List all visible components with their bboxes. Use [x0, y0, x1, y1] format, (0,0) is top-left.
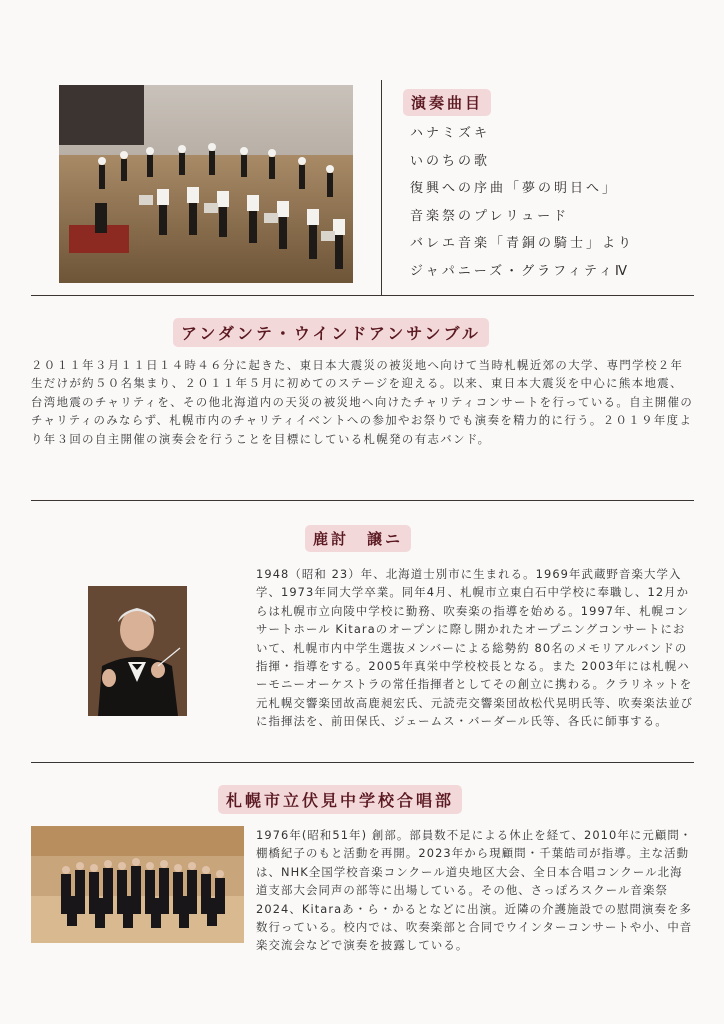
program-item: バレエ音楽「青銅の騎士」より	[410, 236, 635, 252]
program-item: 復興への序曲「夢の明日へ」	[410, 181, 619, 197]
ensemble-description: ２０１１年３月１１日１４時４６分に起きた、東日本大震災の被災地へ向けて当時札幌近郊の大学、専門学校２年生だけが約５０名集まり、２０１１年５月に初めてのステージを迎える。以来、東日本大震災を中心に熊本地震、台湾地震のチャリティを、その他北海道内の天災の被災地へ向けたチャリティコンサートを行っている。自主開催のチャリティのみならず、札幌市内のチャリティイベントへの参加やお祭りでも演奏を精力的に行う。２０１９年度より年３回の自主開催の演奏会を行うことを目標にしている札幌発の有志バンド。	[31, 358, 694, 446]
section-divider-vertical	[381, 80, 382, 295]
choir-photo	[31, 826, 244, 943]
section-divider	[31, 762, 694, 763]
section-divider	[31, 295, 694, 296]
choir-description: 1976年(昭和51年) 創部。部員数不足による休止を経て、2010年に元顧問・棚橋紀子のもと活動を再開。2023年から現顧問・千葉皓司が指導。主な活動は、NHK全国学校音楽コンクール道央地区大会、全日本合唱コンクール北海道支部大会同声の部等に出場している。その他、さっぽろスクール音楽祭2024、Kitaraあ・ら・かるとなどに出演。近隣の介護施設での慰問演奏を多数行っている。校内では、吹奏楽部と合同でウインターコンサートや小、中音楽交流会などで演奏を披露している。	[256, 828, 693, 953]
program-item: 音楽祭のプレリュード	[410, 208, 570, 224]
program-item: いのちの歌	[410, 153, 491, 169]
program-item: ジャパニーズ・グラフィティⅣ	[410, 263, 631, 279]
choir-heading: 札幌市立伏見中学校合唱部	[218, 785, 462, 814]
ensemble-heading: アンダンテ・ウインドアンサンブル	[173, 318, 489, 347]
section-divider	[31, 500, 694, 501]
band-photo	[59, 85, 353, 283]
program-item: ハナミズキ	[410, 126, 491, 141]
conductor-bio: 1948（昭和 23）年、北海道士別市に生まれる。1969年武蔵野音楽大学入学、1973年同大学卒業。同年4月、札幌市立東白石中学校に奉職し、12月からは札幌市立向陵中学校に勤務、吹奏楽の指導を始める。1997年、札幌コンサートホール Kitaraのオープンに際し開かれたオープニングコンサートにおいて、札幌市内中学生選抜メンバーによる総勢約 80名のメモリアルバンドの指揮・指導をする。2005年真栄中学校校長となる。また 2003年には札幌ハーモニーオーケストラの常任指揮者としてその創立に携わる。クラリネットを元札幌交響楽団故高鹿昶宏氏、元読売交響楽団故松代晃明氏等、吹奏楽法並びに指揮法を、前田保氏、ジェームス・バーダール氏等、各氏に師事する。	[256, 567, 694, 729]
conductor-photo	[88, 586, 187, 716]
program-heading: 演奏曲目	[403, 89, 491, 116]
program-list	[410, 124, 634, 290]
conductor-heading: 鹿討 譲ニ	[305, 525, 411, 552]
